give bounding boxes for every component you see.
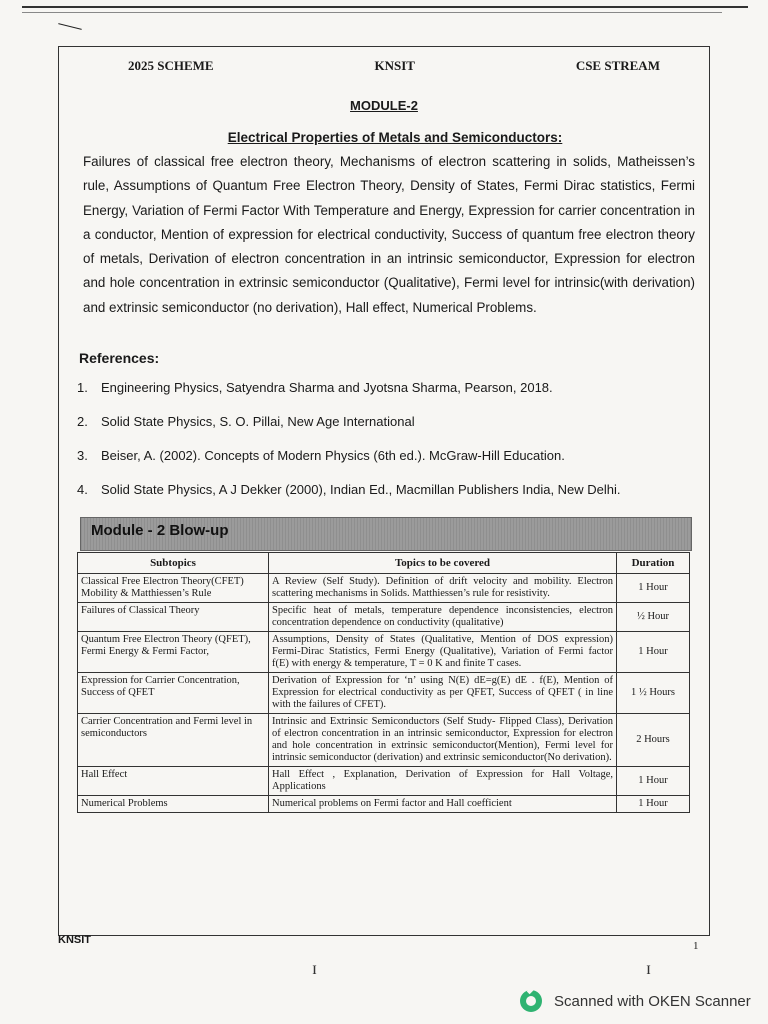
reference-item xyxy=(77,380,697,414)
subtopic-cell: Failures of Classical Theory xyxy=(78,603,269,632)
reference-item xyxy=(77,482,697,516)
duration-cell: 1 Hour xyxy=(617,767,690,796)
column-header-topics: Topics to be covered xyxy=(269,553,617,574)
subtopic-cell: Expression for Carrier Concentration, Success of QFET xyxy=(78,673,269,714)
references-heading: References: xyxy=(79,350,160,366)
scanner-watermark-text: Scanned with OKEN Scanner xyxy=(554,992,751,1010)
reference-text: Engineering Physics, Satyendra Sharma and Jyotsna Sharma, Pearson, 2018. xyxy=(101,380,553,395)
page-number: 1 xyxy=(693,940,699,952)
header-scheme: 2025 SCHEME xyxy=(128,58,214,73)
duration-cell: ½ Hour xyxy=(617,603,690,632)
column-header-duration: Duration xyxy=(617,553,690,574)
top-border-line-secondary xyxy=(22,12,722,13)
reference-number: 3. xyxy=(77,448,88,463)
column-header-subtopics: Subtopics xyxy=(78,553,269,574)
reference-number: 4. xyxy=(77,482,88,497)
subtopic-cell: Quantum Free Electron Theory (QFET), Fermi Energy & Fermi Factor, xyxy=(78,632,269,673)
reference-text: Solid State Physics, A J Dekker (2000), Indian Ed., Macmillan Publishers India, New Delhi. xyxy=(101,482,621,497)
footer-college: KNSIT xyxy=(58,934,91,946)
topics-cell: Numerical problems on Fermi factor and Hall coefficient xyxy=(269,796,617,813)
top-border-line xyxy=(22,6,748,8)
reference-item xyxy=(77,414,697,448)
duration-cell: 2 Hours xyxy=(617,714,690,767)
subtopic-cell: Classical Free Electron Theory(CFET) Mobility & Matthiessen’s Rule xyxy=(78,574,269,603)
topics-cell: Assumptions, Density of States (Qualitative, Mention of DOS expression) Fermi-Dirac Statistics, Fermi Energy (Qualitative), Variation of Fermi factor f(E) with energy & temperature, T = 0 K and finite T cases. xyxy=(269,632,617,673)
subtopic-cell: Numerical Problems xyxy=(78,796,269,813)
blowup-table xyxy=(77,552,690,813)
table-row xyxy=(78,714,690,767)
blowup-title: Module - 2 Blow-up xyxy=(91,522,229,539)
topics-cell: Specific heat of metals, temperature dependence inconsistencies, electron concentration dependence on conductivity (qualitative) xyxy=(269,603,617,632)
duration-cell: 1 Hour xyxy=(617,796,690,813)
pen-mark xyxy=(58,23,82,30)
header-stream: CSE STREAM xyxy=(575,58,660,73)
topics-cell: A Review (Self Study). Definition of drift velocity and mobility. Electron scattering mechanisms in Solids. Matthiessen’s rule for resistivity. xyxy=(269,574,617,603)
references-list xyxy=(77,380,697,516)
topics-cell: Hall Effect , Explanation, Derivation of Expression for Hall Voltage, Applications xyxy=(269,767,617,796)
reference-text: Solid State Physics, S. O. Pillai, New Age International xyxy=(101,414,415,429)
table-row xyxy=(78,632,690,673)
header-college: KNSIT xyxy=(374,58,415,73)
topics-cell: Intrinsic and Extrinsic Semiconductors (Self Study- Flipped Class), Derivation of electron concentration in an intrinsic semiconductor, Expression for electron and hole concentration in extrinsic semiconductor(Mention), Fermi level for intrinsic semiconductor (derivation) and extrinsic semiconductor(No derivation). xyxy=(269,714,617,767)
page-header xyxy=(128,58,660,74)
table-row xyxy=(78,673,690,714)
reference-number: 1. xyxy=(77,380,88,395)
punch-mark-right: ɪ xyxy=(646,958,652,978)
table-row xyxy=(78,603,690,632)
table-row xyxy=(78,796,690,813)
section-title: Electrical Properties of Metals and Semiconductors: xyxy=(227,130,563,145)
table-header-row xyxy=(78,553,690,574)
duration-cell: 1 Hour xyxy=(617,574,690,603)
table-row xyxy=(78,574,690,603)
reference-text: Beiser, A. (2002). Concepts of Modern Physics (6th ed.). McGraw-Hill Education. xyxy=(101,448,565,463)
reference-number: 2. xyxy=(77,414,88,429)
duration-cell: 1 Hour xyxy=(617,632,690,673)
module-title: MODULE-2 xyxy=(350,98,418,113)
subtopic-cell: Carrier Concentration and Fermi level in semiconductors xyxy=(78,714,269,767)
punch-mark-left: ɪ xyxy=(312,958,318,978)
subtopic-cell: Hall Effect xyxy=(78,767,269,796)
blowup-banner xyxy=(80,517,692,551)
scanner-watermark xyxy=(520,990,751,1012)
syllabus-paragraph: Failures of classical free electron theory, Mechanisms of electron scattering in solids, Matheissen’s rule, Assumptions of Quantum Free Electron Theory, Density of States, Fermi Dirac statistics, Fermi Energy, Variation of Fermi Factor With Temperature and Energy, Expression for carrier concentration in a conductor, Mention of expression for electrical conductivity, Success of quantum free electron theory of metals, Derivation of electron concentration in an intrinsic semiconductor, Expression for electron and hole concentration in extrinsic semiconductor (Qualitative), Fermi level for intrinsic(with derivation) and extrinsic semiconductor (no derivation), Hall effect, Numerical Problems. xyxy=(83,154,695,315)
topics-cell: Derivation of Expression for ‘n’ using N(E) dE=g(E) dE . f(E), Mention of Expression for electrical conductivity as per QFET, Success of QFET ( in line with the failures of CFET). xyxy=(269,673,617,714)
oken-scanner-logo-icon xyxy=(520,990,542,1012)
table-row xyxy=(78,767,690,796)
duration-cell: 1 ½ Hours xyxy=(617,673,690,714)
reference-item xyxy=(77,448,697,482)
